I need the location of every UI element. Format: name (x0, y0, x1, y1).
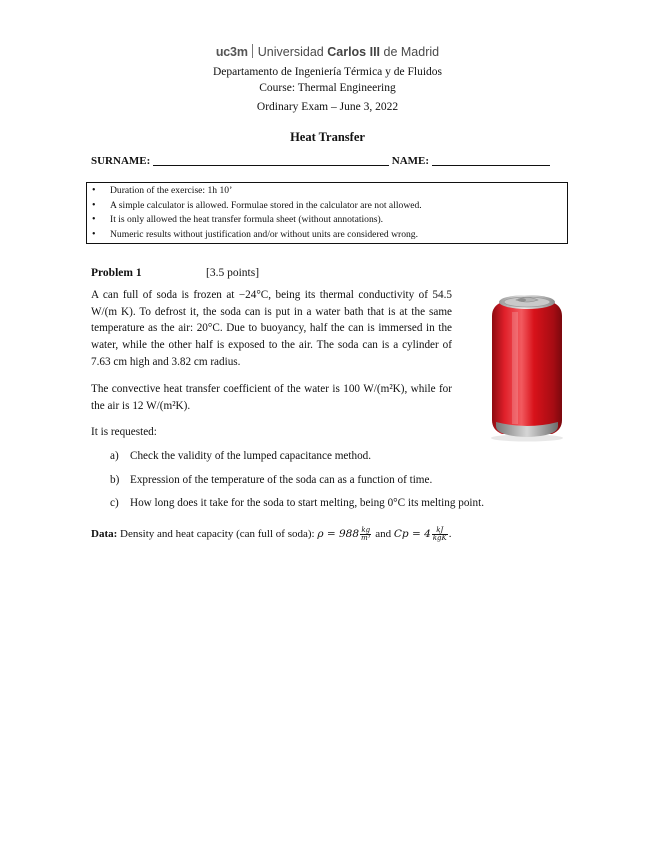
logo-name-bold: Carlos III (327, 45, 381, 59)
requested-label: It is requested: (91, 426, 157, 438)
density-expression: ρ = 988 (317, 528, 360, 541)
data-line (91, 527, 452, 542)
question-text: How long does it take for the soda to start melting, being 0°C its melting point. (130, 497, 485, 509)
problem-statement: A can full of soda is frozen at −24°C, being its thermal conductivity of 54.5 W/(m K). To defrost it, the soda can is put in a water bath that is at the same temperature as the air: 20°C. Due to buoyancy, half the can is immersed in the water, while the other half is exposed to the air. The soda can is a cylinder of 7.63 cm high and 3.82 cm radius. (91, 289, 452, 368)
rule-item: • A simple calculator is allowed. Formulae stored in the calculator are not allowed. (87, 199, 567, 214)
data-text: Density and heat capacity (can full of soda): (120, 528, 315, 541)
problem-points: [3.5 points] (206, 267, 260, 279)
soda-can-image (486, 292, 568, 442)
name-label: NAME: (391, 155, 430, 167)
question-text: Expression of the temperature of the soda can as a function of time. (130, 474, 433, 486)
data-label: Data: (91, 528, 118, 541)
rule-item: • It is only allowed the heat transfer formula sheet (without annotations). (87, 213, 567, 228)
question-text: Check the validity of the lumped capacitance method. (130, 450, 372, 462)
logo-suffix: de Madrid (383, 45, 440, 59)
logo-divider (252, 44, 253, 58)
end-period: . (448, 528, 452, 541)
university-logo (0, 44, 655, 59)
question-letter: c) (110, 497, 119, 509)
heat-capacity-expression: Cp = 4 (393, 528, 431, 541)
name-field[interactable] (432, 165, 550, 166)
question-letter: b) (110, 474, 120, 486)
logo-short: uc3m (215, 45, 248, 59)
and-text: and (375, 528, 392, 541)
bullet-icon: • (92, 199, 96, 211)
student-name-fields (91, 155, 561, 167)
exam-line: Ordinary Exam – June 3, 2022 (256, 101, 399, 113)
course-line: Course: Thermal Engineering (259, 82, 396, 94)
density-unit: $\frac{kg}{\text{m³}}$ (361, 526, 371, 542)
problem-heading (91, 267, 260, 279)
heat-capacity-unit: $\frac{kJ}{\text{kgK}}$ (432, 526, 447, 542)
surname-field[interactable] (153, 165, 389, 166)
question-letter: a) (110, 450, 119, 462)
page-title: Heat Transfer (290, 130, 365, 144)
department-line: Departamento de Ingeniería Térmica y de Fluidos (212, 66, 443, 78)
problem-label: Problem 1 (91, 267, 142, 279)
logo-university: Universidad (257, 45, 324, 59)
rule-item: • Duration of the exercise: 1h 10’ (87, 184, 567, 199)
convection-coefficients: The convective heat transfer coefficient of the water is 100 W/(m²K), while for the air is 12 W/(m²K). (91, 383, 452, 412)
surname-label: SURNAME: (91, 155, 151, 167)
exam-rules-box (86, 182, 568, 244)
bullet-icon: • (92, 214, 96, 226)
bullet-icon: • (92, 185, 96, 196)
rule-item: • Numeric results without justification and/or without units are considered wrong. (87, 228, 567, 243)
bullet-icon: • (92, 228, 96, 240)
